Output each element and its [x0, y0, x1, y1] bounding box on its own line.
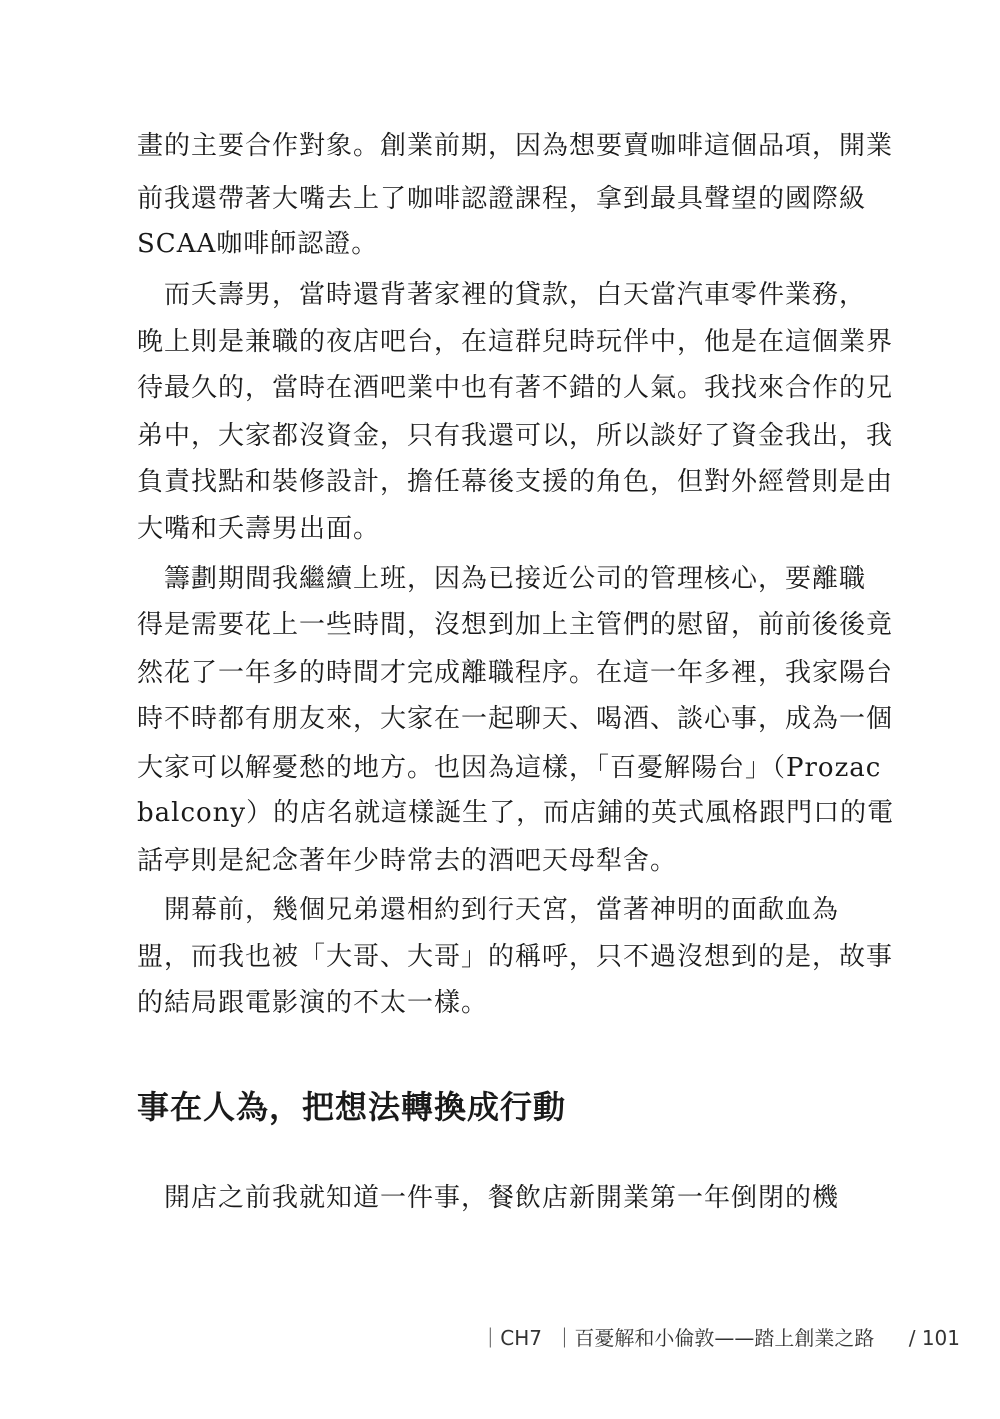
body-line: 盟，而我也被「大哥、大哥」的稱呼，只不過沒想到的是，故事 — [137, 942, 894, 972]
body-line: SCAA咖啡師認證。 — [137, 229, 379, 259]
body-line: 待最久的，當時在酒吧業中也有著不錯的人氣。我找來合作的兄 — [137, 373, 894, 403]
body-line: 開幕前，幾個兄弟還相約到行天宮，當著神明的面歃血為 — [137, 895, 840, 925]
body-line: 話亭則是紀念著年少時常去的酒吧天母犁舍。 — [137, 846, 678, 876]
footer-chapter: ｜CH7 — [480, 1326, 542, 1350]
body-line: 晚上則是兼職的夜店吧台，在這群兒時玩伴中，他是在這個業界 — [137, 327, 894, 357]
body-line: 開店之前我就知道一件事，餐飲店新開業第一年倒閉的機 — [137, 1183, 840, 1213]
body-line: 大家可以解憂愁的地方。也因為這樣，「百憂解陽台」（Prozac — [137, 753, 882, 783]
body-line: 弟中，大家都沒資金，只有我還可以，所以談好了資金我出，我 — [137, 421, 894, 451]
page-number: / 101 — [908, 1326, 960, 1350]
section-heading: 事在人為，把想法轉換成行動 — [137, 1088, 567, 1126]
body-line: 籌劃期間我繼續上班，因為已接近公司的管理核心，要離職 — [137, 564, 867, 594]
body-line: 而夭壽男，當時還背著家裡的貸款，白天當汽車零件業務， — [137, 280, 867, 310]
footer-title: ｜百憂解和小倫敦——踏上創業之路 — [554, 1326, 875, 1350]
page-footer — [474, 1322, 960, 1351]
body-line: 大嘴和夭壽男出面。 — [137, 514, 381, 544]
body-line: 前我還帶著大嘴去上了咖啡認證課程，拿到最具聲望的國際級 — [137, 184, 867, 214]
body-line: 然花了一年多的時間才完成離職程序。在這一年多裡，我家陽台 — [137, 658, 894, 688]
body-line: 負責找點和裝修設計，擔任幕後支援的角色，但對外經營則是由 — [137, 467, 894, 497]
body-line: balcony）的店名就這樣誕生了，而店鋪的英式風格跟門口的電 — [137, 798, 895, 828]
body-line: 畫的主要合作對象。創業前期，因為想要賣咖啡這個品項，開業 — [137, 131, 894, 161]
body-line: 的結局跟電影演的不太一樣。 — [137, 988, 489, 1018]
body-line: 時不時都有朋友來，大家在一起聊天、喝酒、談心事，成為一個 — [137, 704, 894, 734]
body-line: 得是需要花上一些時間，沒想到加上主管們的慰留，前前後後竟 — [137, 610, 894, 640]
